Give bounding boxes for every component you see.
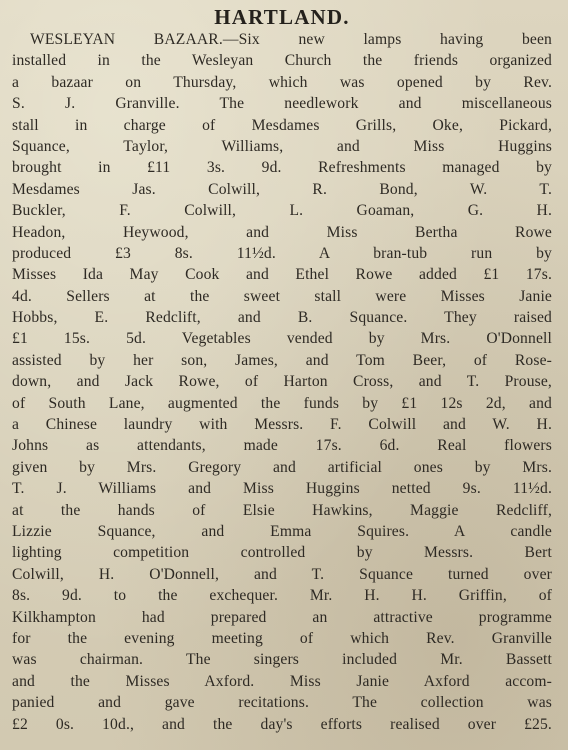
article-line: produced £3 8s. 11½d. A bran-tub run by	[12, 244, 552, 262]
article-body	[12, 29, 552, 735]
article-line: down, and Jack Rowe, of Harton Cross, and T. Prouse,	[12, 373, 552, 391]
article-line: installed in the Wesleyan Church the friends organized	[12, 52, 552, 70]
article-line: Squance, Taylor, Williams, and Miss Huggins	[12, 137, 552, 155]
article-line: given by Mrs. Gregory and artificial ones by Mrs.	[12, 458, 552, 476]
article-line: Johns as attendants, made 17s. 6d. Real flowers	[12, 437, 552, 455]
article-line: S. J. Granville. The needlework and miscellaneous	[12, 95, 552, 113]
article-line: Headon, Heywood, and Miss Bertha Rowe	[12, 223, 552, 241]
article-line: Lizzie Squance, and Emma Squires. A candle	[12, 522, 552, 540]
article-line: £1 15s. 5d. Vegetables vended by Mrs. O'Donnell	[12, 330, 552, 348]
article-line: a Chinese laundry with Messrs. F. Colwill and W. H.	[12, 416, 552, 434]
article-line: Colwill, H. O'Donnell, and T. Squance turned over	[12, 565, 552, 583]
article-line: 4d. Sellers at the sweet stall were Misses Janie	[12, 287, 552, 305]
article-line: stall in charge of Mesdames Grills, Oke, Pickard,	[12, 116, 552, 134]
article-line: a bazaar on Thursday, which was opened by Rev.	[12, 73, 552, 91]
article-line: for the evening meeting of which Rev. Granville	[12, 629, 552, 647]
article-line: assisted by her son, James, and Tom Beer, of Rose-	[12, 351, 552, 369]
article-line: was chairman. The singers included Mr. Bassett	[12, 651, 552, 669]
article-line: at the hands of Elsie Hawkins, Maggie Redcliff,	[12, 501, 552, 519]
article-line: of South Lane, augmented the funds by £1 12s 2d, and	[12, 394, 552, 412]
article-line: £2 0s. 10d., and the day's efforts realised over £25.	[12, 715, 552, 733]
article-line: WESLEYAN BAZAAR.—Six new lamps having been	[30, 31, 552, 48]
article-line: panied and gave recitations. The collection was	[12, 694, 552, 712]
article-line: lighting competition controlled by Messrs. Bert	[12, 544, 552, 562]
article-line: Kilkhampton had prepared an attractive programme	[12, 608, 552, 626]
article-line: Misses Ida May Cook and Ethel Rowe added £1 17s.	[12, 266, 552, 284]
article-line: Mesdames Jas. Colwill, R. Bond, W. T.	[12, 180, 552, 198]
article-line: T. J. Williams and Miss Huggins netted 9s. 11½d.	[12, 480, 552, 498]
article-line: Hobbs, E. Redclift, and B. Squance. They raised	[12, 309, 552, 327]
article-line: 8s. 9d. to the exchequer. Mr. H. H. Griffin, of	[12, 587, 552, 605]
article-line: brought in £11 3s. 9d. Refreshments managed by	[12, 159, 552, 177]
article-headline: HARTLAND.	[214, 5, 350, 29]
article-line: Buckler, F. Colwill, L. Goaman, G. H.	[12, 202, 552, 220]
article-line: and the Misses Axford. Miss Janie Axford accom-	[12, 672, 552, 690]
